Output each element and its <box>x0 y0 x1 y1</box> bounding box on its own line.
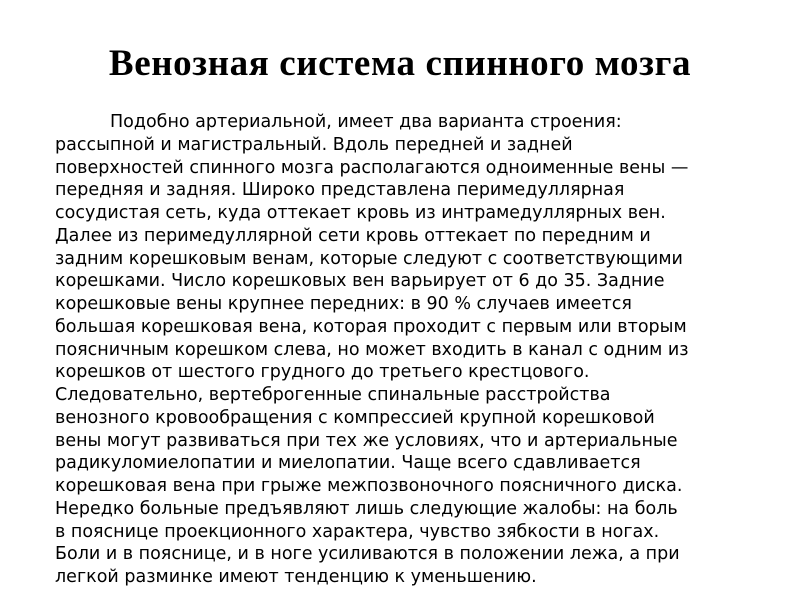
text-line: Подобно артериальной, имеет два варианта строения: <box>110 112 622 132</box>
text-line: корешками. Число корешковых вен варьирует от 6 до 35. Задние <box>55 271 665 292</box>
text-line: рассыпной и магистральный. Вдоль передней и задней <box>55 134 573 155</box>
text-line: большая корешковая вена, которая проходит с первым или вторым <box>55 316 687 337</box>
body-text <box>55 111 755 589</box>
text-line: Далее из перимедуллярной сети кровь оттекает по передним и <box>55 225 651 246</box>
text-line: вены могут развиваться при тех же условиях, что и артериальные <box>55 430 678 451</box>
text-line: передняя и задняя. Широко представлена перимедуллярная <box>55 180 625 201</box>
text-line: радикуломиелопатии и миелопатии. Чаще всего сдавливается <box>55 453 641 474</box>
text-line: корешков от шестого грудного до третьего крестцового. <box>55 362 590 383</box>
text-line: задним корешковым венам, которые следуют с соответствующими <box>55 248 683 269</box>
text-line: Нередко больные предъявляют лишь следующие жалобы: на боль <box>55 498 678 519</box>
text-line: венозного кровообращения с компрессией крупной корешковой <box>55 407 655 428</box>
text-line: поверхностей спинного мозга располагаются одноименные вены — <box>55 157 689 178</box>
text-line: Боли и в пояснице, и в ноге усиливаются в положении лежа, а при <box>55 544 680 565</box>
text-line: корешковые вены крупнее передних: в 90 % случаев имеется <box>55 294 632 314</box>
text-line: корешковая вена при грыже межпозвоночного поясничного диска. <box>55 476 683 496</box>
text-line: легкой разминке имеют тенденцию к уменьшению. <box>55 567 537 587</box>
text-line: в пояснице проекционного характера, чувство зябкости в ногах. <box>55 521 660 542</box>
text-line: сосудистая сеть, куда оттекает кровь из интрамедуллярных вен. <box>55 203 666 223</box>
text-line: Следовательно, вертеброгенные спинальные расстройства <box>55 385 611 405</box>
text-line: поясничным корешком слева, но может входить в канал с одним из <box>55 339 689 360</box>
slide-title: Венозная система спинного мозга <box>108 43 692 84</box>
